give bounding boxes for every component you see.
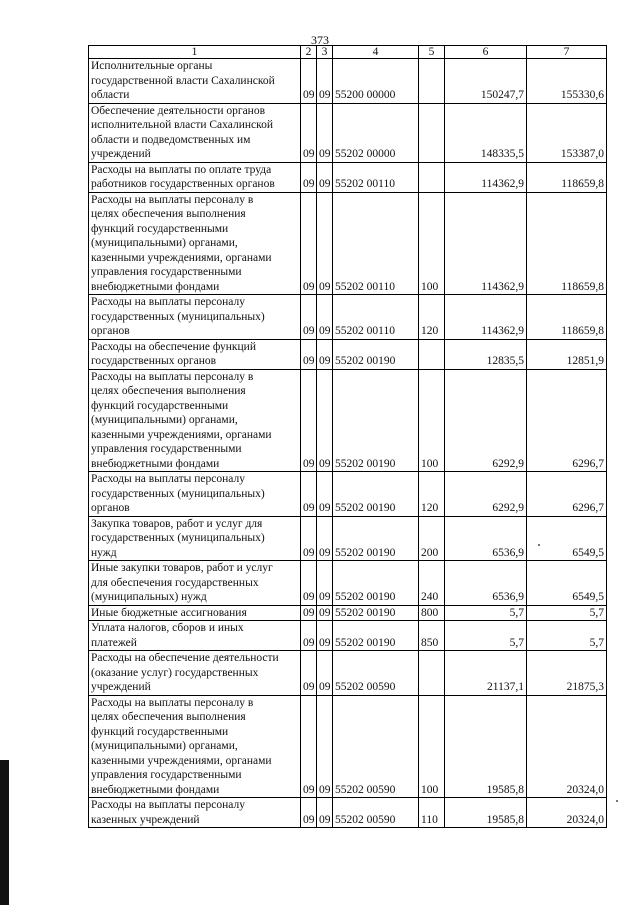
table-row xyxy=(89,798,607,828)
expense-name-line: Расходы на выплаты персоналу xyxy=(91,296,245,308)
expense-name-line: (муниципальными) органами, xyxy=(91,237,238,249)
header-col-1: 1 xyxy=(89,46,301,59)
scan-speck xyxy=(538,544,540,546)
amount-year-1-cell: 6292,9 xyxy=(445,472,527,517)
amount-year-2-cell: 5,7 xyxy=(527,605,607,621)
amount-year-1-cell: 5,7 xyxy=(445,605,527,621)
expense-name-line: государственных (муниципальных) xyxy=(91,310,265,323)
section-code-cell: 09 xyxy=(301,162,317,192)
subsection-code-cell: 09 xyxy=(317,605,333,621)
subsection-code-cell: 09 xyxy=(317,621,333,651)
amount-year-2-cell: 12851,9 xyxy=(527,339,607,369)
section-code-cell: 09 xyxy=(301,192,317,295)
expense-name-line: управления государственными xyxy=(91,266,242,278)
table-row xyxy=(89,605,607,621)
subsection-code-cell: 09 xyxy=(317,561,333,606)
expense-name-line: целях обеспечения выполнения xyxy=(91,385,246,397)
expense-name-line: внебюджетными фондами xyxy=(91,457,220,470)
target-article-cell: 55202 00190 xyxy=(333,472,419,517)
header-col-4: 4 xyxy=(333,46,419,59)
expense-name-line: исполнительной власти Сахалинской xyxy=(91,119,274,131)
header-col-5: 5 xyxy=(419,46,445,59)
amount-year-2-cell: 20324,0 xyxy=(527,695,607,798)
expense-name-cell xyxy=(89,798,301,828)
expense-name-line: органов xyxy=(91,325,130,337)
expense-name-line: (муниципальными) органами, xyxy=(91,740,238,752)
amount-year-1-cell: 6292,9 xyxy=(445,369,527,472)
table-row xyxy=(89,162,607,192)
expense-name-line: Расходы на выплаты персоналу в xyxy=(91,696,254,709)
expense-name-line: управления государственными xyxy=(91,769,242,781)
amount-year-1-cell: 6536,9 xyxy=(445,516,527,561)
expense-name-cell xyxy=(89,621,301,651)
expense-type-cell xyxy=(419,162,445,192)
expense-name-line: Уплата налогов, сборов и иных xyxy=(91,622,244,634)
expense-name-line: Расходы на выплаты персоналу xyxy=(91,799,245,811)
amount-year-2-cell: 21875,3 xyxy=(527,651,607,696)
expense-name-line: казенными учреждениями, органами xyxy=(91,754,272,767)
expense-name-line: (муниципальных) нужд xyxy=(91,591,207,603)
expense-name-line: Расходы на выплаты персоналу в xyxy=(91,370,254,383)
table-row xyxy=(89,192,607,295)
expense-type-cell xyxy=(419,59,445,104)
expense-type-cell xyxy=(419,339,445,369)
expense-name-line: Расходы на выплаты персоналу xyxy=(91,473,245,485)
target-article-cell: 55202 00110 xyxy=(333,295,419,340)
amount-year-1-cell: 19585,8 xyxy=(445,695,527,798)
budget-table xyxy=(88,45,607,828)
expense-name-line: внебюджетными фондами xyxy=(91,280,220,293)
target-article-cell: 55202 00110 xyxy=(333,162,419,192)
section-code-cell: 09 xyxy=(301,59,317,104)
section-code-cell: 09 xyxy=(301,295,317,340)
amount-year-2-cell: 155330,6 xyxy=(527,59,607,104)
scan-margin-shadow xyxy=(0,760,9,905)
expense-name-line: казенными учреждениями, органами xyxy=(91,251,272,264)
table-row xyxy=(89,516,607,561)
amount-year-2-cell: 6296,7 xyxy=(527,369,607,472)
expense-name-line: области xyxy=(91,89,130,101)
expense-name-line: области и подведомственных им xyxy=(91,133,251,146)
target-article-cell: 55202 00590 xyxy=(333,798,419,828)
amount-year-2-cell: 153387,0 xyxy=(527,103,607,162)
page-number: 373 xyxy=(311,33,329,47)
amount-year-1-cell: 5,7 xyxy=(445,621,527,651)
target-article-cell: 55202 00000 xyxy=(333,103,419,162)
subsection-code-cell: 09 xyxy=(317,295,333,340)
expense-name-line: Закупка товаров, работ и услуг для xyxy=(91,517,263,530)
expense-name-line: функций государственными xyxy=(91,222,229,235)
amount-year-1-cell: 114362,9 xyxy=(445,192,527,295)
amount-year-1-cell: 21137,1 xyxy=(445,651,527,696)
target-article-cell: 55202 00190 xyxy=(333,621,419,651)
expense-type-cell: 240 xyxy=(419,561,445,606)
amount-year-2-cell: 6549,5 xyxy=(527,516,607,561)
subsection-code-cell: 09 xyxy=(317,59,333,104)
table-row xyxy=(89,695,607,798)
expense-type-cell: 110 xyxy=(419,798,445,828)
expense-type-cell: 120 xyxy=(419,295,445,340)
expense-name-cell xyxy=(89,103,301,162)
amount-year-2-cell: 5,7 xyxy=(527,621,607,651)
expense-type-cell: 100 xyxy=(419,369,445,472)
expense-name-cell xyxy=(89,192,301,295)
amount-year-2-cell: 118659,8 xyxy=(527,192,607,295)
section-code-cell: 09 xyxy=(301,798,317,828)
header-col-2: 2 xyxy=(301,46,317,59)
expense-name-line: платежей xyxy=(91,636,137,649)
section-code-cell: 09 xyxy=(301,561,317,606)
amount-year-2-cell: 6549,5 xyxy=(527,561,607,606)
expense-name-line: (муниципальными) органами, xyxy=(91,414,238,426)
section-code-cell: 09 xyxy=(301,605,317,621)
target-article-cell: 55202 00590 xyxy=(333,651,419,696)
amount-year-2-cell: 20324,0 xyxy=(527,798,607,828)
subsection-code-cell: 09 xyxy=(317,369,333,472)
expense-type-cell xyxy=(419,103,445,162)
expense-name-line: органов xyxy=(91,502,130,514)
amount-year-1-cell: 6536,9 xyxy=(445,561,527,606)
table-row xyxy=(89,369,607,472)
header-col-7: 7 xyxy=(527,46,607,59)
expense-name-line: Исполнительные органы xyxy=(91,60,213,72)
target-article-cell: 55202 00190 xyxy=(333,339,419,369)
amount-year-1-cell: 148335,5 xyxy=(445,103,527,162)
table-row xyxy=(89,103,607,162)
section-code-cell: 09 xyxy=(301,621,317,651)
expense-name-line: функций государственными xyxy=(91,399,229,412)
scan-speck xyxy=(616,800,618,802)
table-row xyxy=(89,651,607,696)
expense-name-line: управления государственными xyxy=(91,443,242,455)
expense-name-line: Иные закупки товаров, работ и услуг xyxy=(91,562,273,574)
expense-name-line: Иные бюджетные ассигнования xyxy=(91,606,247,619)
expense-name-line: казенных учреждений xyxy=(91,813,200,826)
subsection-code-cell: 09 xyxy=(317,162,333,192)
subsection-code-cell: 09 xyxy=(317,472,333,517)
target-article-cell: 55200 00000 xyxy=(333,59,419,104)
target-article-cell: 55202 00590 xyxy=(333,695,419,798)
expense-name-cell xyxy=(89,295,301,340)
expense-name-line: Расходы на обеспечение функций xyxy=(91,340,256,353)
expense-name-line: государственных (муниципальных) xyxy=(91,532,265,544)
subsection-code-cell: 09 xyxy=(317,192,333,295)
expense-type-cell xyxy=(419,651,445,696)
expense-name-line: функций государственными xyxy=(91,725,229,738)
expense-type-cell: 850 xyxy=(419,621,445,651)
expense-name-line: Расходы на обеспечение деятельности xyxy=(91,652,279,664)
expense-name-cell xyxy=(89,162,301,192)
amount-year-1-cell: 12835,5 xyxy=(445,339,527,369)
section-code-cell: 09 xyxy=(301,695,317,798)
target-article-cell: 55202 00190 xyxy=(333,561,419,606)
subsection-code-cell: 09 xyxy=(317,651,333,696)
expense-name-line: казенными учреждениями, органами xyxy=(91,428,272,441)
expense-name-cell xyxy=(89,59,301,104)
subsection-code-cell: 09 xyxy=(317,798,333,828)
amount-year-2-cell: 118659,8 xyxy=(527,295,607,340)
table-row xyxy=(89,295,607,340)
expense-name-line: внебюджетными фондами xyxy=(91,783,220,796)
expense-name-cell xyxy=(89,516,301,561)
expense-name-cell xyxy=(89,369,301,472)
section-code-cell: 09 xyxy=(301,339,317,369)
section-code-cell: 09 xyxy=(301,369,317,472)
amount-year-2-cell: 118659,8 xyxy=(527,162,607,192)
table-row xyxy=(89,59,607,104)
target-article-cell: 55202 00110 xyxy=(333,192,419,295)
subsection-code-cell: 09 xyxy=(317,516,333,561)
expense-name-line: учреждений xyxy=(91,148,151,160)
expense-name-line: Расходы на выплаты персоналу в xyxy=(91,193,254,206)
subsection-code-cell: 09 xyxy=(317,339,333,369)
header-col-6: 6 xyxy=(445,46,527,59)
expense-name-line: нужд xyxy=(91,546,117,559)
expense-name-line: целях обеспечения выполнения xyxy=(91,711,246,723)
expense-type-cell: 120 xyxy=(419,472,445,517)
expense-name-cell xyxy=(89,561,301,606)
expense-type-cell: 200 xyxy=(419,516,445,561)
amount-year-1-cell: 114362,9 xyxy=(445,295,527,340)
subsection-code-cell: 09 xyxy=(317,695,333,798)
target-article-cell: 55202 00190 xyxy=(333,605,419,621)
amount-year-1-cell: 114362,9 xyxy=(445,162,527,192)
expense-name-line: для обеспечения государственных xyxy=(91,576,259,589)
section-code-cell: 09 xyxy=(301,472,317,517)
table-header-row xyxy=(89,46,607,59)
expense-name-line: учреждений xyxy=(91,681,151,693)
expense-type-cell: 100 xyxy=(419,695,445,798)
expense-name-line: государственных органов xyxy=(91,355,217,367)
expense-type-cell: 100 xyxy=(419,192,445,295)
expense-name-line: (оказание услуг) государственных xyxy=(91,666,259,679)
table-row xyxy=(89,472,607,517)
expense-name-cell xyxy=(89,605,301,621)
amount-year-1-cell: 19585,8 xyxy=(445,798,527,828)
expense-name-line: государственных (муниципальных) xyxy=(91,487,265,500)
target-article-cell: 55202 00190 xyxy=(333,516,419,561)
section-code-cell: 09 xyxy=(301,651,317,696)
table-row xyxy=(89,621,607,651)
target-article-cell: 55202 00190 xyxy=(333,369,419,472)
expense-name-line: работников государственных органов xyxy=(91,178,275,190)
expense-type-cell: 800 xyxy=(419,605,445,621)
table-row xyxy=(89,339,607,369)
section-code-cell: 09 xyxy=(301,103,317,162)
expense-name-cell xyxy=(89,651,301,696)
expense-name-line: целях обеспечения выполнения xyxy=(91,208,246,220)
section-code-cell: 09 xyxy=(301,516,317,561)
amount-year-1-cell: 150247,7 xyxy=(445,59,527,104)
expense-name-cell xyxy=(89,695,301,798)
table-row xyxy=(89,561,607,606)
expense-name-cell xyxy=(89,339,301,369)
header-col-3: 3 xyxy=(317,46,333,59)
expense-name-line: государственной власти Сахалинской xyxy=(91,74,275,87)
subsection-code-cell: 09 xyxy=(317,103,333,162)
expense-name-line: Расходы на выплаты по оплате труда xyxy=(91,163,272,176)
amount-year-2-cell: 6296,7 xyxy=(527,472,607,517)
expense-name-line: Обеспечение деятельности органов xyxy=(91,104,266,117)
expense-name-cell xyxy=(89,472,301,517)
